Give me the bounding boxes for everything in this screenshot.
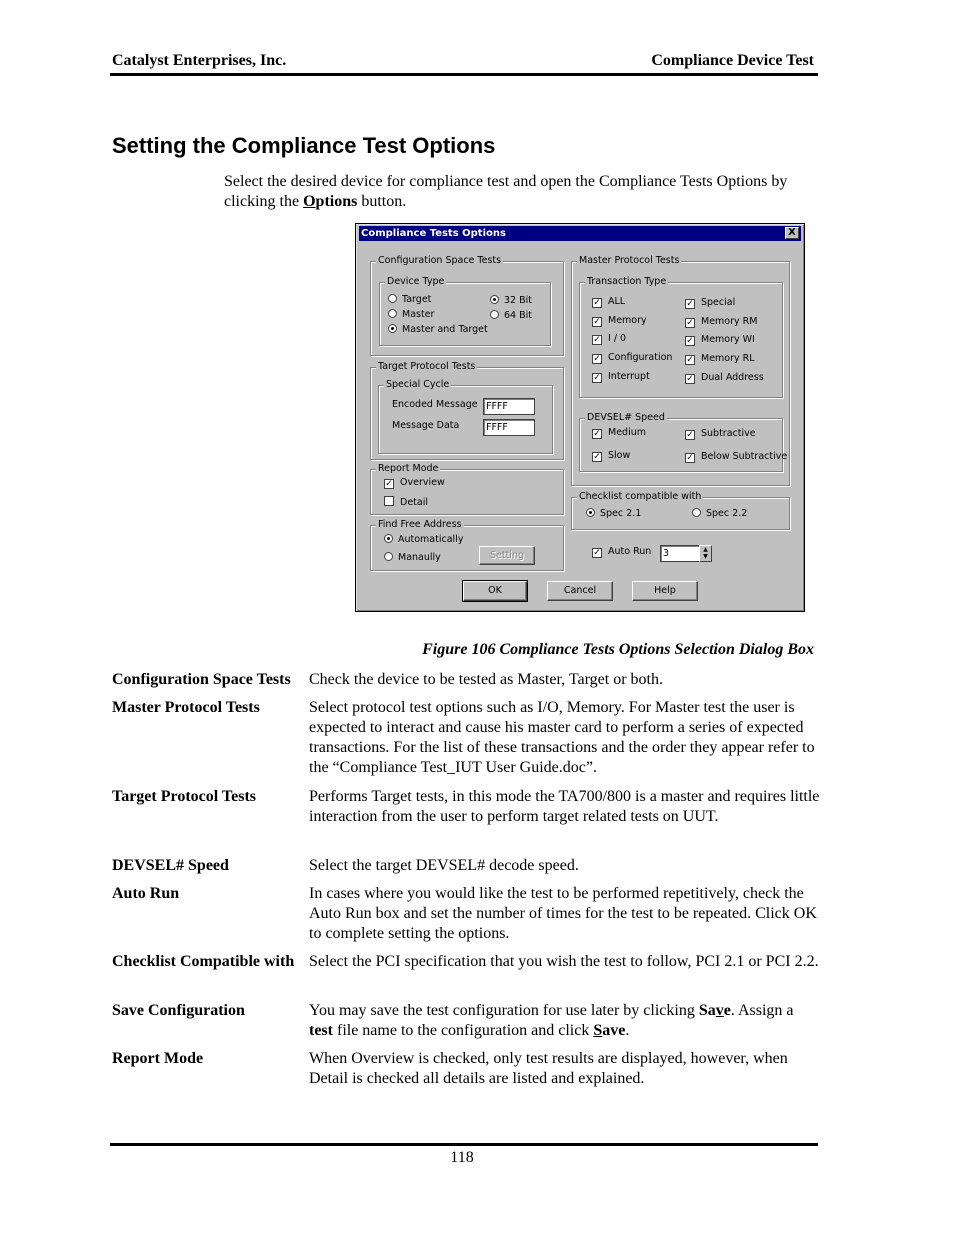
encoded-message-label: Encoded Message: [392, 399, 478, 410]
transaction-type-group: Transaction Type ✓ ALL ✓ Memory ✓ I / 0 ✓ Configuration ✓ Interrupt ✓ Special ✓ Memory RM ✓ Memory WI ✓ Memory RL ✓ Dual Address: [579, 282, 783, 398]
target-protocol-group: Target Protocol Tests Special Cycle Encoded Message FFFF Message Data FFFF: [370, 367, 564, 460]
setting-button[interactable]: Setting: [479, 546, 535, 565]
configuration-checkbox[interactable]: ✓ Configuration: [593, 352, 673, 364]
header-section: Compliance Device Test: [651, 52, 814, 69]
target-radio[interactable]: Target: [388, 294, 431, 306]
memory-rl-checkbox[interactable]: ✓ Memory RL: [686, 353, 755, 365]
figure-caption: Figure 106 Compliance Tests Options Selection Dialog Box: [422, 641, 814, 658]
find-free-address-group: Find Free Address Automatically Manaully Setting: [370, 525, 564, 571]
memory-wi-checkbox[interactable]: ✓ Memory WI: [686, 334, 755, 346]
medium-checkbox[interactable]: ✓ Medium: [593, 427, 646, 439]
definition-config-space: Configuration Space Tests Check the device to be tested as Master, Target or both.: [112, 671, 663, 688]
master-protocol-group: Master Protocol Tests Transaction Type ✓ ALL ✓ Memory ✓ I / 0 ✓ Configuration ✓ Interrupt ✓ Special ✓ Memory RM ✓ Memory WI ✓ Memory RL ✓ Dual Address DEVSEL# Speed ✓ Medium ✓ Slow ✓ Subtractive ✓ Below Subtractive: [571, 261, 790, 486]
devsel-speed-group: DEVSEL# Speed ✓ Medium ✓ Slow ✓ Subtractive ✓ Below Subtractive: [579, 418, 783, 472]
definition-master-protocol: Master Protocol Tests Select protocol test options such as I/O, Memory. For Master test the user is expected to interact and cause his master card to perform a series of expected transactions. For the list of these transactions and the order they appear refer to the “Compliance Test_IUT User Guide.doc”.: [112, 699, 815, 776]
options-reference: Options: [303, 193, 358, 210]
device-type-group: Device Type Target Master Master and Target 32 Bit 64 Bit: [379, 282, 551, 346]
definition-report-mode: Report Mode When Overview is checked, only test results are displayed, however, when Detail is checked all details are listed and explained.: [112, 1050, 788, 1087]
auto-run-checkbox[interactable]: ✓ Auto Run: [593, 546, 652, 558]
master-and-target-radio[interactable]: Master and Target: [388, 324, 488, 336]
spin-arrows-icon[interactable]: ▲ ▼: [699, 545, 712, 562]
page-number: 118: [450, 1149, 474, 1166]
slow-checkbox[interactable]: ✓ Slow: [593, 450, 631, 462]
manually-radio[interactable]: Manaully: [384, 552, 441, 564]
definition-target-protocol: Target Protocol Tests Performs Target tests, in this mode the TA700/800 is a master and requires little interaction from the user to perform target related tests on UUT.: [112, 788, 820, 825]
intro-paragraph: Select the desired device for compliance test and open the Compliance Tests Options by clicking the Options button.: [224, 173, 788, 210]
definition-checklist: Checklist Compatible with Select the PCI specification that you wish the test to follow, PCI 2.1 or PCI 2.2.: [112, 953, 819, 970]
32bit-radio[interactable]: 32 Bit: [490, 295, 532, 307]
memory-checkbox[interactable]: ✓ Memory: [593, 315, 647, 327]
subtractive-checkbox[interactable]: ✓ Subtractive: [686, 428, 756, 440]
checklist-group: Checklist compatible with Spec 2.1 Spec 2.2: [571, 497, 790, 530]
footer-rule: [110, 1143, 818, 1146]
dialog-titlebar: [359, 226, 801, 241]
message-data-label: Message Data: [392, 420, 460, 431]
header-rule: [110, 73, 818, 76]
automatically-radio[interactable]: Automatically: [384, 534, 463, 546]
dialog-title: Compliance Tests Options: [361, 228, 506, 239]
close-icon[interactable]: X: [785, 227, 799, 239]
compliance-options-dialog: [355, 223, 805, 612]
report-mode-group: Report Mode ✓ Overview Detail: [370, 469, 564, 515]
memory-rm-checkbox[interactable]: ✓ Memory RM: [686, 316, 758, 328]
special-cycle-group: Special Cycle Encoded Message FFFF Message Data FFFF: [378, 385, 553, 454]
ok-button[interactable]: OK: [463, 581, 527, 601]
help-button[interactable]: Help: [632, 581, 698, 601]
below-subtractive-checkbox[interactable]: ✓ Below Subtractive: [686, 451, 788, 463]
message-data-field[interactable]: FFFF: [483, 419, 535, 436]
spec22-radio[interactable]: Spec 2.2: [692, 508, 747, 520]
auto-run-count-field[interactable]: 3: [660, 545, 700, 562]
definition-devsel-speed: DEVSEL# Speed Select the target DEVSEL# decode speed.: [112, 857, 579, 874]
dual-address-checkbox[interactable]: ✓ Dual Address: [686, 372, 764, 384]
definition-auto-run: Auto Run In cases where you would like the test to be performed repetitively, check the Auto Run box and set the number of times for the test to be repeated. Click OK to complete setting the options.: [112, 885, 817, 942]
encoded-message-field[interactable]: FFFF: [483, 398, 535, 415]
64bit-radio[interactable]: 64 Bit: [490, 310, 532, 322]
cancel-button[interactable]: Cancel: [547, 581, 613, 601]
overview-checkbox[interactable]: ✓ Overview: [385, 477, 445, 489]
spec21-radio[interactable]: Spec 2.1: [586, 508, 641, 520]
header-company: Catalyst Enterprises, Inc.: [112, 52, 287, 69]
config-space-group: Configuration Space Tests Device Type Target Master Master and Target 32 Bit 64 Bit: [370, 261, 564, 356]
all-checkbox[interactable]: ✓ ALL: [593, 296, 626, 308]
special-checkbox[interactable]: ✓ Special: [686, 297, 736, 309]
section-title: Setting the Compliance Test Options: [112, 133, 496, 158]
detail-checkbox[interactable]: Detail: [384, 496, 428, 509]
master-radio[interactable]: Master: [388, 309, 434, 321]
definition-save-config: Save Configuration You may save the test configuration for use later by clicking Save. Assign a test file name to the configuration and click Save.: [112, 1002, 794, 1039]
io-checkbox[interactable]: ✓ I / 0: [593, 333, 627, 345]
interrupt-checkbox[interactable]: ✓ Interrupt: [593, 371, 650, 383]
